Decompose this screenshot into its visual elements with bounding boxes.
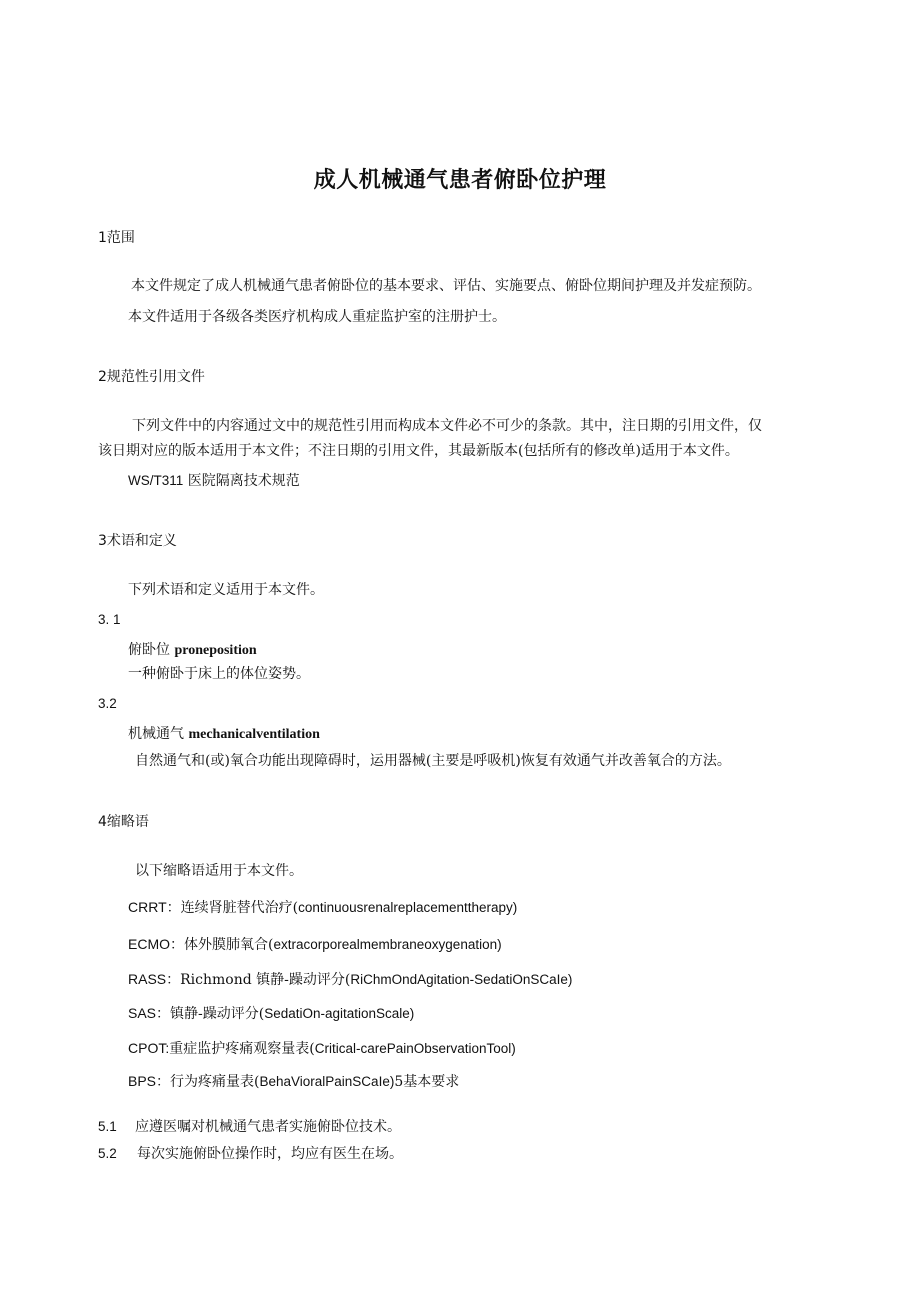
section-2-heading: 2规范性引用文件 [98,369,205,385]
abbreviation-en: RiChmOndAgitation-SedatiOnSCaIe) [350,972,573,987]
abbreviation-en: continuousrenalreplacementtherapy) [298,900,518,915]
abbreviation-zh: 体外膜肺氧合( [184,937,274,953]
section-1-heading: 1范围 [98,230,135,246]
term-2-name-en: mechanicalventilation [188,727,320,742]
term-1-name-en: proneposition [174,643,257,658]
document-title: 成人机械通气患者俯卧位护理 [313,168,607,193]
abbreviation-code: CPOT: [128,1040,170,1056]
abbreviation-item [128,1038,516,1058]
abbreviation-code: CRRT： [128,899,181,915]
term-1-number: 3. 1 [98,612,121,627]
abbreviation-en: SedatiOn-agitationScale) [264,1006,415,1021]
abbreviation-zh: 重症监护疼痛观察量表( [169,1041,315,1057]
section-3-heading: 3术语和定义 [98,533,177,549]
abbreviation-en: extracorporealmembraneoxygenation) [273,937,502,952]
term-2-definition: 自然通气和(或)氧合功能出现障碍时，运用器械(主要是呼吸机)恢复有效通气并改善氧合的方法。 [135,753,731,769]
abbreviation-item [128,1003,414,1023]
abbreviation-en: BehaVioralPainSCaIe) [259,1074,395,1089]
abbreviation-zh: 连续肾脏替代治疗( [180,900,299,916]
section-4-heading: 4缩略语 [98,814,149,830]
abbreviation-code: ECMO： [128,936,184,952]
section-3-intro: 下列术语和定义适用于本文件。 [128,582,324,598]
abbreviation-item [128,934,502,954]
term-2-name [128,721,320,748]
abbreviation-zh: Richmond 镇静-躁动评分( [180,972,351,988]
section-2-paragraph-line-2: 该日期对应的版本适用于本文件；不注日期的引用文件，其最新版本(包括所有的修改单)适用于本文件。 [98,443,739,459]
requirement-text: 每次实施俯卧位操作时，均应有医生在场。 [137,1146,403,1162]
section-1-paragraph-2: 本文件适用于各级各类医疗机构成人重症监护室的注册护士。 [128,309,506,325]
abbreviation-code: BPS： [128,1073,171,1089]
abbreviation-item [128,1071,459,1091]
term-1-name-zh: 俯卧位 [128,642,170,658]
requirement-item [98,1114,401,1140]
term-2-name-zh: 机械通气 [128,726,184,742]
section-4-intro: 以下缩略语适用于本文件。 [135,863,303,879]
requirement-text: 应遵医嘱对机械通气患者实施俯卧位技术。 [135,1119,401,1135]
normative-reference [128,468,300,494]
term-1-name [128,637,257,664]
requirement-number: 5.2 [98,1146,117,1161]
abbreviation-en: Critical-carePainObservationTool) [314,1041,516,1056]
abbreviation-zh: 镇静-躁动评分( [170,1006,265,1022]
term-2-number: 3.2 [98,696,117,711]
reference-code: WS/T311 [128,473,184,488]
abbreviation-zh: 行为疼痛量表( [170,1074,260,1090]
abbreviation-item [128,897,517,917]
abbreviation-item [128,969,572,989]
requirement-item [98,1141,403,1167]
section-1-paragraph-1: 本文件规定了成人机械通气患者俯卧位的基本要求、评估、实施要点、俯卧位期间护理及并发症预防。 [131,278,761,294]
section-2-paragraph-line-1: 下列文件中的内容通过文中的规范性引用而构成本文件必不可少的条款。其中，注日期的引用文件，仅 [132,418,762,434]
section-5-heading-inline: 5基本要求 [394,1074,460,1090]
abbreviation-code: RASS： [128,971,181,987]
abbreviation-code: SAS： [128,1005,171,1021]
reference-title: 医院隔离技术规范 [187,473,300,489]
term-1-definition: 一种俯卧于床上的体位姿势。 [128,666,310,682]
requirement-number: 5.1 [98,1119,117,1134]
